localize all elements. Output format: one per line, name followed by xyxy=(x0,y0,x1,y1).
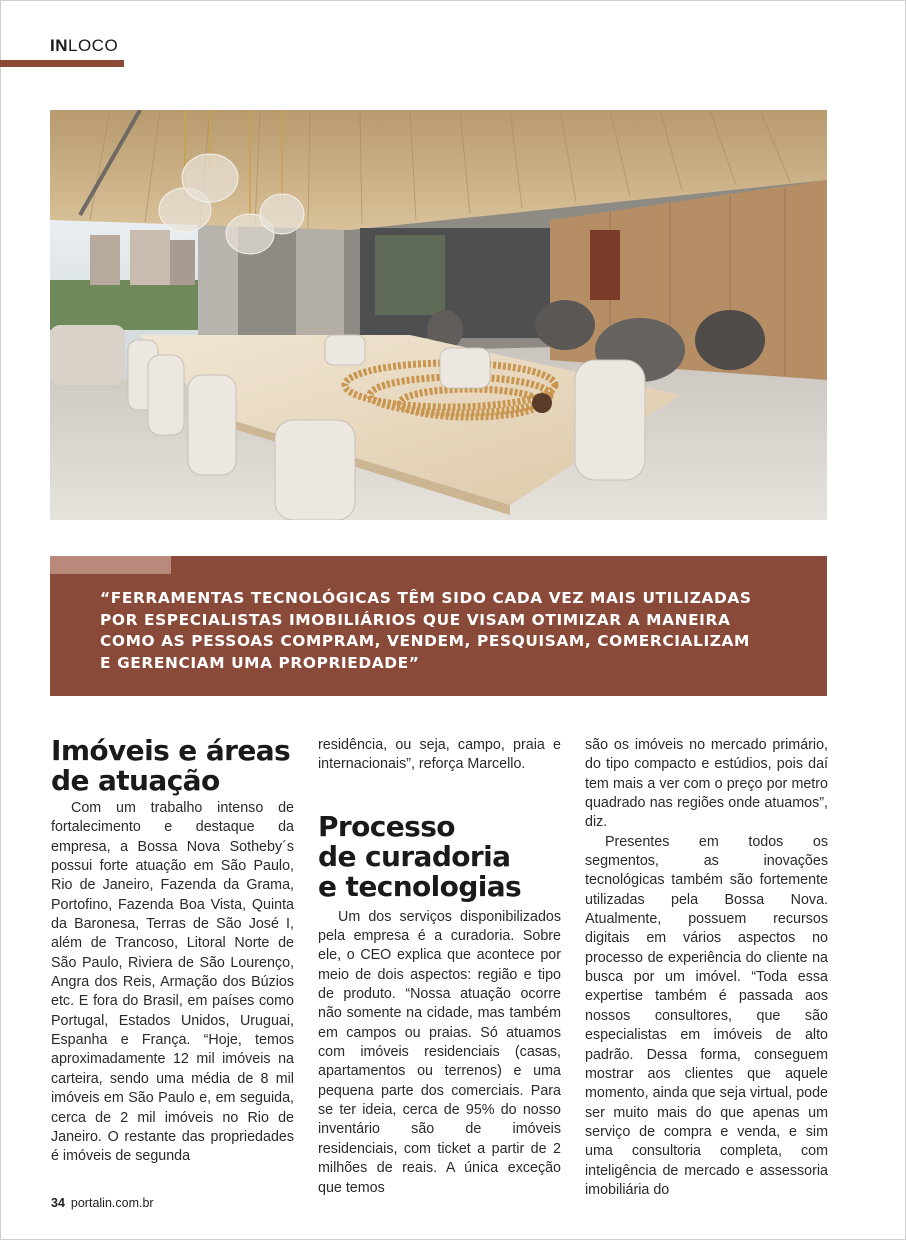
paragraph: residência, ou seja, campo, praia e internacionais”, reforça Marcello. xyxy=(318,737,561,773)
article-column-1 xyxy=(51,736,294,1167)
footer-site-link[interactable]: portalin.com.br xyxy=(70,1196,154,1210)
pull-quote-tab xyxy=(50,556,171,574)
brand-light: LOCO xyxy=(68,36,119,55)
page-number: 34 xyxy=(51,1196,65,1210)
pull-quote-line: E GERENCIAM UMA PROPRIEDADE” xyxy=(100,653,420,672)
brand-bold: IN xyxy=(50,36,68,55)
pull-quote xyxy=(100,588,780,674)
heading-line: de curadoria xyxy=(318,839,511,873)
page-footer xyxy=(51,1196,154,1210)
paragraph: Com um trabalho intenso de fortalecimento e destaque da empresa, a Bossa Nova Sotheby´s possui forte atuação em São Paulo, Rio de Janeiro, Fazenda da Grama, Portofino, Fazenda Boa Vista, Quinta da Baronesa, Terras de São José I, além de Trancoso, Litoral Norte de São Paulo, Riviera de São Lourenço, Angra dos Reis, Armação dos Búzios etc. E fora do Brasil, em países como Portugal, Estados Unidos, Uruguai, Espanha e França. “Hoje, temos aproximadamente 12 mil imóveis na carteira, sendo uma média de 8 mil imóveis em São Paulo e, em seguida, cerca de 2 mil imóveis no Rio de Janeiro. O restante das propriedades é imóveis de segunda xyxy=(51,800,294,1165)
paragraph: são os imóveis no mercado primário, do tipo compacto e estúdios, pois daí tem mais a ver com o preço por metro quadrado nas regiões onde atuamos”, diz. xyxy=(585,737,828,831)
pull-quote-line: POR ESPECIALISTAS IMOBILIÁRIOS QUE VISAM OTIMIZAR A MANEIRA xyxy=(100,610,731,629)
article-column-3 xyxy=(585,736,828,1200)
section-brand xyxy=(50,36,118,56)
brand-accent-bar xyxy=(0,60,124,67)
paragraph: Presentes em todos os segmentos, as inovações tecnológicas também são fortemente utilizadas pela Bossa Nova. Atualmente, possuem recursos digitais em vários aspectos no processo de experiência do cliente na busca por um imóvel. “Toda essa expertise também é passada aos nossos consultores, que são especialistas em imóveis de alto padrão. Dessa forma, conseguem mostrar aos clientes que aquele momento, ainda que seja virtual, pode ser muito mais do que apenas um serviço de compra e venda, e sim uma consultoria completa, com inteligência de mercado e assessoria imobiliária do xyxy=(585,833,828,1198)
interior-photo xyxy=(50,110,827,520)
section-heading-processo xyxy=(318,809,561,903)
article-column-2 xyxy=(318,736,561,1198)
pull-quote-line: “FERRAMENTAS TECNOLÓGICAS TÊM SIDO CADA VEZ MAIS UTILIZADAS xyxy=(100,589,752,607)
pull-quote-line: COMO AS PESSOAS COMPRAM, VENDEM, PESQUISAM, COMERCIALIZAM xyxy=(100,632,750,650)
heading-line: Processo xyxy=(318,809,455,843)
section-heading-imoveis xyxy=(51,736,294,796)
heading-line: de atuação xyxy=(51,764,220,797)
paragraph: Um dos serviços disponibilizados pela empresa é a curadoria. Sobre ele, o CEO explica que acontece por meio de dois aspectos: região e tipo de produto. “Nossa atuação ocorre não somente na cidade, mas também em campos ou praias. Só atuamos com imóveis residenciais (casas, apartamentos ou terrenos) e uma pequena parte dos comerciais. Para se ter ideia, cerca de 95% do nosso inventário são de imóveis residenciais, com ticket a partir de 2 milhões de reais. A única exceção que temos xyxy=(318,908,561,1196)
heading-line: e tecnologias xyxy=(318,869,522,903)
heading-line: Imóveis e áreas xyxy=(51,734,291,767)
